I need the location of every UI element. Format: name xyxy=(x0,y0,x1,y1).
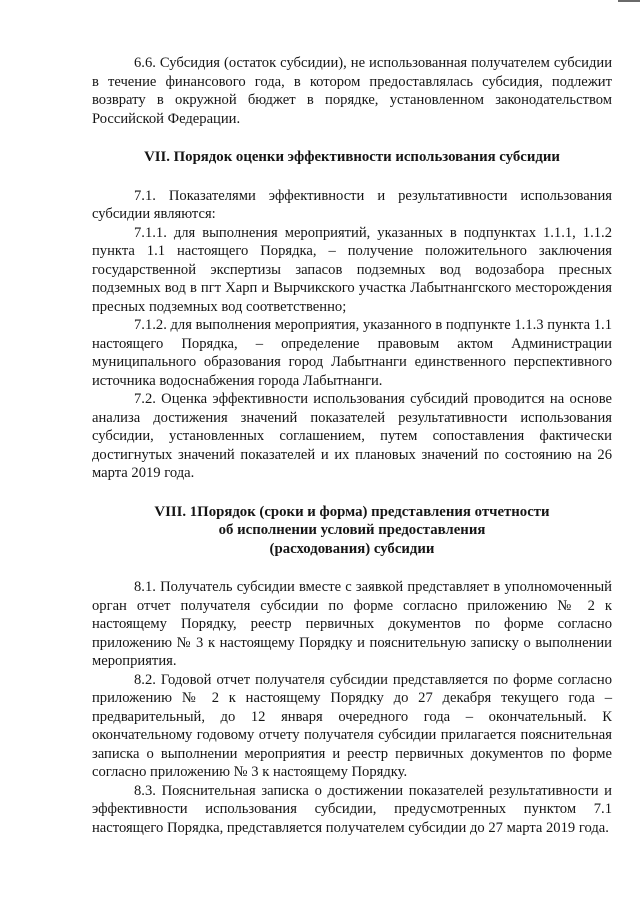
section-7-heading: VII. Порядок оценки эффективности использования субсидии xyxy=(144,149,560,165)
section-8-heading-line-3: (расходования) субсидии xyxy=(269,540,435,557)
paragraph-7-1-1: 7.1.1. для выполнения мероприятий, указанных в подпунктах 1.1.1, 1.1.2 пункта 1.1 настоящего Порядка, – получение положительного заключения государственной экспертизы запасов подземных вод водозабора пресных подземных вод в пгт Харп и Вырчикского участка Лабытнангского месторождения пресных подземных вод соответственно; xyxy=(92,224,612,315)
paragraph-6-6: 6.6. Субсидия (остаток субсидии), не использованная получателем субсидии в течение финансового года, в котором предоставлялась субсидия, подлежит возврату в окружной бюджет в порядке, установленном законодательством Российской Федерации. xyxy=(92,55,612,127)
paragraph-8-3: 8.3. Пояснительная записка о достижении показателей результативности и эффективности использования субсидии, предусмотренных пунктом 7.1 настоящего Порядка, представляется получателем субсидии до 27 марта 2019 года. xyxy=(92,782,612,836)
section-8-heading-line-2: об исполнении условий предоставления xyxy=(218,522,486,538)
document-page xyxy=(92,54,612,837)
section-8-heading-line-1: VIII. 1Порядок (сроки и форма) представления отчетности xyxy=(154,503,550,520)
paragraph-7-1: 7.1. Показателями эффективности и результативности использования субсидии являются: xyxy=(92,187,612,222)
paragraph-8-1: 8.1. Получатель субсидии вместе с заявкой представляет в уполномоченный орган отчет получателя субсидии по форме согласно приложению № 2 к настоящему Порядку, реестр первичных документов по форме согласно приложению № 3 к настоящему Порядку и пояснительную записку о выполнении мероприятия. xyxy=(92,579,612,669)
paragraph-7-2: 7.2. Оценка эффективности использования субсидий проводится на основе анализа достижения значений показателей результативности использования субсидии, установленных соглашением, путем сопоставления фактически достигнутых значений показателей и их плановых значений по состоянию на 26 марта 2019 года. xyxy=(92,391,612,481)
scan-corner-mark xyxy=(618,0,640,5)
paragraph-8-2: 8.2. Годовой отчет получателя субсидии представляется по форме согласно приложению № 2 к настоящему Порядку до 27 декабря текущего года – предварительный, до 12 января очередного года – окончательный. К окончательному годовому отчету получателя субсидии прилагается пояснительная записка о выполнении мероприятия и реестр первичных документов по форме согласно приложению № 3 к настоящему Порядку. xyxy=(92,671,612,780)
paragraph-7-1-2: 7.1.2. для выполнения мероприятия, указанного в подпункте 1.1.3 пункта 1.1 настоящего Порядка, – определение правовым актом Администрации муниципального образования город Лабытнанги единственного перспективного источника водоснабжения города Лабытнанги. xyxy=(92,317,612,389)
